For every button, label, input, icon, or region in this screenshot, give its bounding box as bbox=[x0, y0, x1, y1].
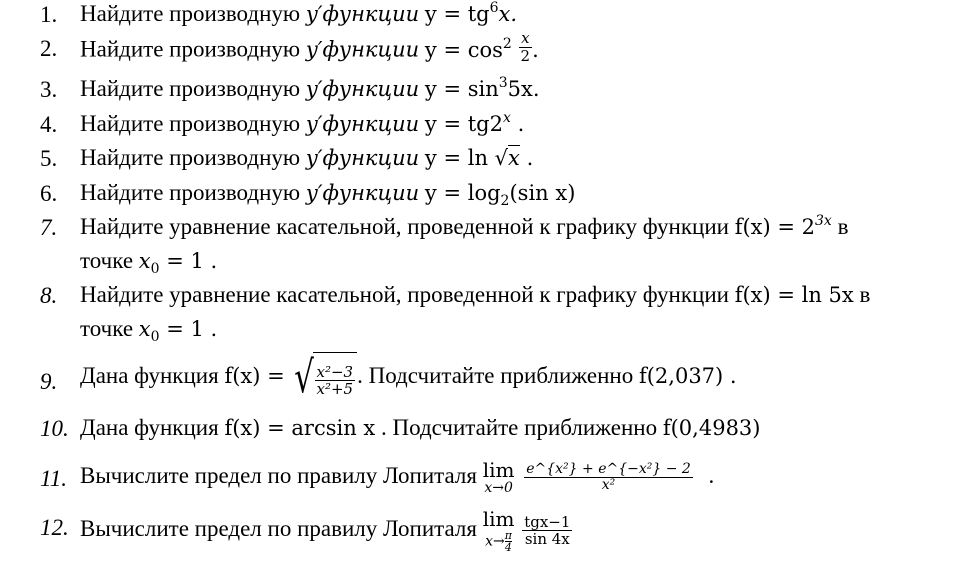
derivative-label: y′функции bbox=[305, 112, 420, 136]
task-text: Вычислите предел по правилу Лопиталя bbox=[80, 463, 477, 488]
task-9 bbox=[80, 350, 737, 405]
task-text-tail: в bbox=[859, 282, 871, 307]
formula-5: y = ln √x . bbox=[424, 146, 534, 170]
limit-operator: lim x→ $\frac{\pi}{4}$ bbox=[482, 506, 515, 554]
task-text: Найдите производную bbox=[80, 145, 301, 170]
item-number: 6. bbox=[40, 181, 58, 206]
task-4 bbox=[80, 112, 524, 135]
item-number: 10. bbox=[40, 416, 69, 441]
task-text: Найдите уравнение касательной, проведенной к графику функции bbox=[80, 214, 729, 239]
task-6 bbox=[80, 180, 576, 209]
derivative-label: y′функции bbox=[305, 2, 420, 26]
task-3 bbox=[80, 77, 540, 100]
item-number: 4. bbox=[40, 112, 58, 137]
derivative-label: y′функции bbox=[305, 146, 420, 170]
item-number: 5. bbox=[40, 146, 58, 171]
derivative-label: y′функции bbox=[305, 77, 420, 101]
task-text: Найдите производную bbox=[80, 111, 301, 136]
formula-7: $f(x) = 2^{3x}$ bbox=[734, 213, 832, 239]
task-12 bbox=[80, 503, 572, 555]
formula-2: $y = \cos^2$ $\frac{x}{2}$ . bbox=[424, 29, 539, 65]
item-number: 9. bbox=[40, 369, 58, 394]
point-x0: $x_0 = 1$ . bbox=[138, 249, 218, 277]
item-number: 11. bbox=[40, 466, 68, 491]
formula-9-lhs: f(x) = bbox=[224, 364, 285, 388]
task-text: точке bbox=[80, 248, 134, 273]
point-x0: $x_0 = 1$ . bbox=[138, 317, 218, 345]
sqrt-radical: √ $\frac{\text{x²−3}}{\text{x²+5}}$ bbox=[290, 351, 357, 405]
task-text: Найдите производную bbox=[80, 76, 301, 101]
task-text: Дана функция bbox=[80, 363, 219, 388]
item-number: 7. bbox=[40, 215, 58, 240]
task-text: . Подсчитайте приближенно bbox=[357, 363, 634, 388]
derivative-label: y′функции bbox=[305, 181, 420, 205]
item-number: 12. bbox=[40, 515, 69, 540]
limit-fraction: $\frac{\text{tgx−1}}{\sin 4x}$ bbox=[524, 512, 571, 549]
task-text: Найдите производную bbox=[80, 180, 301, 205]
task-7-cont bbox=[80, 248, 218, 277]
formula-3: $y = \sin^35x$. bbox=[424, 75, 540, 101]
task-10 bbox=[80, 416, 760, 439]
limit-operator: lim x→0 bbox=[482, 457, 515, 496]
task-1 bbox=[80, 2, 517, 25]
item-number: 8. bbox=[40, 283, 58, 308]
task-text: Вычислите предел по правилу Лопиталя bbox=[80, 516, 477, 541]
task-text: Найдите уравнение касательной, проведенной к графику функции bbox=[80, 282, 729, 307]
task-text: Найдите производную bbox=[80, 1, 301, 26]
task-text: . Подсчитайте приближенно bbox=[381, 415, 658, 440]
formula-8: f(x) = ln 5x bbox=[734, 283, 854, 307]
task-11 bbox=[80, 450, 714, 502]
item-number: 3. bbox=[40, 77, 58, 102]
task-8-cont bbox=[80, 316, 218, 345]
formula-1: $y = tg^6x$. bbox=[424, 0, 518, 26]
item-number: 2. bbox=[40, 36, 58, 61]
task-5 bbox=[80, 146, 533, 169]
limit-fraction: $\frac{\text{e\textasciicircum{}\{x²\} + e\textasciicircum{}\{−x²\} − 2}}{\text{x²}}$ bbox=[526, 460, 691, 494]
task-2 bbox=[80, 30, 539, 64]
item-number: 1. bbox=[40, 2, 58, 27]
task-text: точке bbox=[80, 316, 134, 341]
period: . bbox=[708, 463, 715, 488]
task-text: Дана функция bbox=[80, 415, 219, 440]
task-text: Найдите производную bbox=[80, 36, 301, 62]
formula-9-eval: f(2,037) . bbox=[638, 364, 737, 388]
formula-4: $y = tg2^x$ . bbox=[424, 110, 525, 136]
task-text-tail: в bbox=[837, 214, 849, 239]
formula-6: $y = \log_2(\sin$ x) bbox=[424, 181, 576, 209]
task-7 bbox=[80, 215, 848, 238]
task-8 bbox=[80, 283, 870, 306]
formula-10-eval: f(0,4983) bbox=[662, 416, 761, 440]
formula-10: f(x) = arcsin x bbox=[224, 416, 376, 440]
derivative-label: y′функции bbox=[305, 37, 420, 62]
